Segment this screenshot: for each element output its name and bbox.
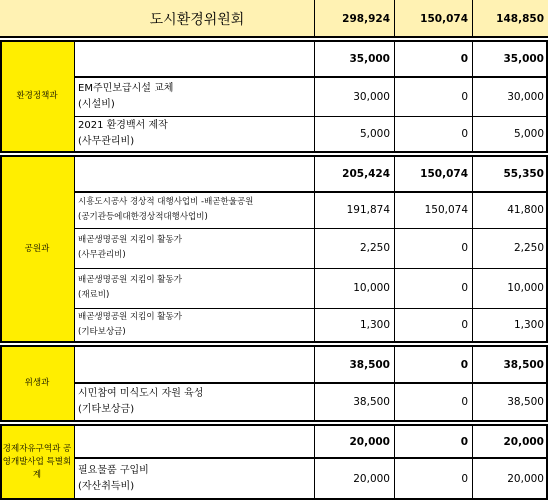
item-value-1 xyxy=(314,192,394,228)
total-value: 35,000 xyxy=(349,53,390,65)
grid-line xyxy=(0,425,2,499)
department-total-2 xyxy=(394,41,472,77)
grid-line xyxy=(74,191,548,193)
item-name: 시흥도시공사 경상적 대행사업비 -배곧한울공원 xyxy=(78,197,254,207)
total-blank xyxy=(74,346,314,383)
item-value: 150,074 xyxy=(424,204,468,216)
committee-title-text: 도시환경위원회 xyxy=(149,11,245,28)
item-value-2 xyxy=(394,458,472,499)
budget-item xyxy=(74,116,314,152)
total-value: 205,424 xyxy=(342,168,390,180)
item-name: 필요물품 구입비 xyxy=(78,465,149,476)
total-value: 38,500 xyxy=(503,358,544,371)
grid-line xyxy=(0,151,548,153)
item-name: EM주민보급시설 교체 xyxy=(78,83,174,94)
grid-line xyxy=(0,36,548,38)
department-total-1 xyxy=(314,156,394,192)
department-total-3 xyxy=(472,425,548,458)
grid-line xyxy=(314,0,315,37)
total-value: 38,500 xyxy=(349,358,390,371)
budget-item xyxy=(74,308,314,342)
item-value: 30,000 xyxy=(353,90,390,103)
grid-line xyxy=(394,0,395,37)
grid-line xyxy=(472,156,473,342)
budget-item xyxy=(74,228,314,268)
grid-line xyxy=(0,40,548,42)
item-value-2 xyxy=(394,228,472,268)
grid-line xyxy=(0,345,548,347)
item-value-2 xyxy=(394,192,472,228)
item-value: 30,000 xyxy=(507,90,544,103)
header-value-text: 150,074 xyxy=(420,12,468,25)
department-total-2 xyxy=(394,425,472,458)
item-name: 2021 환경백서 제작 xyxy=(78,120,168,131)
item-category: (기타보상금) xyxy=(78,327,126,337)
item-value-3 xyxy=(472,383,548,421)
grid-line xyxy=(394,425,395,499)
total-value: 20,000 xyxy=(349,435,390,448)
grid-line xyxy=(74,268,548,269)
header-value-2 xyxy=(394,0,472,37)
item-value: 0 xyxy=(461,242,468,254)
department-name: 위생과 xyxy=(24,378,50,388)
item-value-3 xyxy=(472,458,548,499)
budget-item xyxy=(74,77,314,116)
item-value: 10,000 xyxy=(353,282,390,294)
item-value-2 xyxy=(394,268,472,308)
item-value-1 xyxy=(314,308,394,342)
item-value: 38,500 xyxy=(353,396,390,408)
item-value-1 xyxy=(314,116,394,152)
item-category: (사무관리비) xyxy=(78,250,126,260)
department-name: 공원과 xyxy=(24,243,50,254)
item-value: 1,300 xyxy=(359,319,390,331)
budget-item xyxy=(74,383,314,421)
item-category: (사무관리비) xyxy=(78,136,135,147)
grid-line xyxy=(74,346,75,421)
grid-line xyxy=(74,156,75,342)
item-name: 배곧생명공원 지킴이 활동가 xyxy=(78,235,182,245)
item-value-1 xyxy=(314,228,394,268)
grid-line xyxy=(314,156,315,342)
item-value: 38,500 xyxy=(507,396,544,408)
grid-line xyxy=(0,420,548,422)
item-value: 41,800 xyxy=(507,204,544,216)
item-value-3 xyxy=(472,308,548,342)
grid-line xyxy=(314,425,315,499)
item-value-2 xyxy=(394,383,472,421)
grid-line xyxy=(472,41,473,152)
grid-line xyxy=(74,116,548,117)
item-category: (자산취득비) xyxy=(78,481,135,492)
total-blank xyxy=(74,156,314,192)
item-name: 배곧생명공원 지킴이 활동가 xyxy=(78,312,182,322)
total-value: 0 xyxy=(460,53,468,65)
item-category: (시설비) xyxy=(78,99,115,110)
grid-line xyxy=(0,41,2,152)
item-value: 0 xyxy=(461,90,468,103)
header-value-1 xyxy=(314,0,394,37)
total-value: 20,000 xyxy=(503,435,544,448)
header-value-text: 148,850 xyxy=(496,12,544,25)
total-value: 55,350 xyxy=(503,168,544,180)
item-value: 0 xyxy=(461,396,468,408)
item-value: 20,000 xyxy=(353,472,390,485)
grid-line xyxy=(472,425,473,499)
department-total-3 xyxy=(472,156,548,192)
item-value: 2,250 xyxy=(359,242,390,254)
grid-line xyxy=(74,76,548,78)
item-value-3 xyxy=(472,116,548,152)
department-name: 환경정책과 xyxy=(16,91,58,101)
total-blank xyxy=(74,425,314,458)
item-value: 10,000 xyxy=(507,282,544,294)
item-value-2 xyxy=(394,308,472,342)
item-value-1 xyxy=(314,383,394,421)
department-total-1 xyxy=(314,41,394,77)
department-cell xyxy=(0,41,74,152)
header-value-3 xyxy=(472,0,548,37)
grid-line xyxy=(472,346,473,421)
item-value-2 xyxy=(394,77,472,116)
item-value: 20,000 xyxy=(507,472,544,485)
item-value: 2,250 xyxy=(513,242,544,254)
department-total-3 xyxy=(472,41,548,77)
item-value: 0 xyxy=(461,472,468,485)
item-value-3 xyxy=(472,77,548,116)
grid-line xyxy=(394,156,395,342)
grid-line xyxy=(74,41,75,152)
grid-line xyxy=(74,308,548,309)
grid-line xyxy=(394,41,395,152)
item-name: 배곧생명공원 지킴이 활동가 xyxy=(78,275,182,285)
item-value-1 xyxy=(314,268,394,308)
grid-line xyxy=(394,346,395,421)
item-category: (재료비) xyxy=(78,290,110,300)
department-total-1 xyxy=(314,346,394,383)
item-value-1 xyxy=(314,77,394,116)
grid-line xyxy=(74,457,548,459)
item-value: 0 xyxy=(461,319,468,331)
grid-line xyxy=(0,155,548,157)
grid-line xyxy=(472,0,473,37)
item-value-3 xyxy=(472,268,548,308)
department-total-3 xyxy=(472,346,548,383)
grid-line xyxy=(74,425,75,499)
item-value-1 xyxy=(314,458,394,499)
grid-line xyxy=(314,41,315,152)
department-total-2 xyxy=(394,156,472,192)
item-value-3 xyxy=(472,192,548,228)
grid-line xyxy=(314,346,315,421)
budget-item xyxy=(74,458,314,499)
header-value-text: 298,924 xyxy=(342,12,390,25)
item-value-2 xyxy=(394,116,472,152)
grid-line xyxy=(74,228,548,229)
grid-line xyxy=(74,382,548,384)
department-cell xyxy=(0,156,74,342)
item-value: 5,000 xyxy=(359,128,390,140)
total-blank xyxy=(74,41,314,77)
item-value: 191,874 xyxy=(346,204,390,216)
item-value: 0 xyxy=(461,282,468,294)
item-value: 5,000 xyxy=(513,128,544,140)
department-total-1 xyxy=(314,425,394,458)
item-name: 시민참여 미식도시 자원 육성 xyxy=(78,388,204,399)
item-value: 0 xyxy=(461,128,468,140)
item-category: (공기관등에대한경상적대행사업비) xyxy=(78,212,208,222)
total-value: 150,074 xyxy=(420,168,468,180)
item-value: 1,300 xyxy=(513,319,544,331)
department-cell xyxy=(0,346,74,421)
total-value: 0 xyxy=(460,358,468,371)
grid-line xyxy=(0,156,2,342)
grid-line xyxy=(0,341,548,343)
grid-line xyxy=(0,346,2,421)
grid-line xyxy=(0,424,548,426)
department-name: 경제자유구역과 공영개발사업 특별회계 xyxy=(2,443,72,480)
budget-item xyxy=(74,192,314,228)
item-value-3 xyxy=(472,228,548,268)
department-cell xyxy=(0,425,74,499)
total-value: 0 xyxy=(460,435,468,448)
item-category: (기타보상금) xyxy=(78,404,135,415)
budget-item xyxy=(74,268,314,308)
department-total-2 xyxy=(394,346,472,383)
total-value: 35,000 xyxy=(503,53,544,65)
